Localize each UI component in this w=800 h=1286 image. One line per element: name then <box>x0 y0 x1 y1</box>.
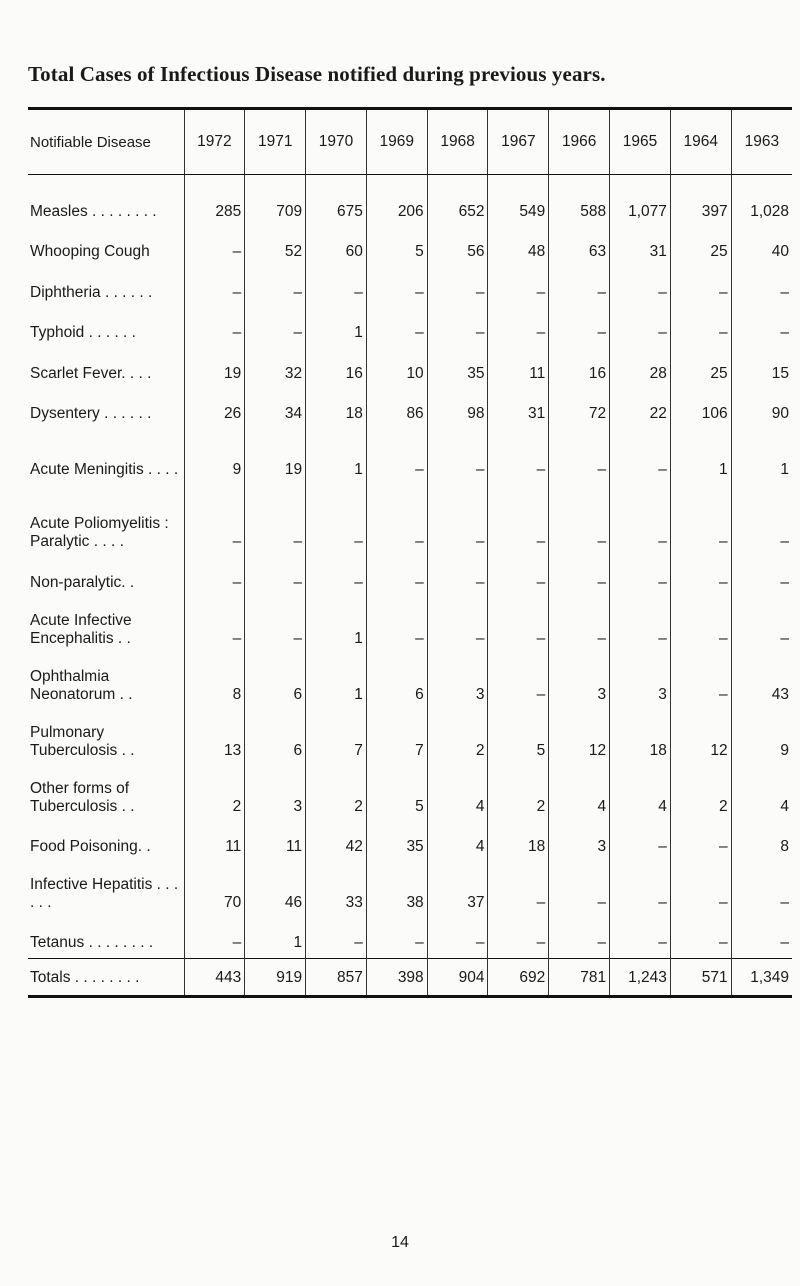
disease-name-cell: Acute Poliomyelitis : Paralytic . . . . <box>30 515 169 550</box>
case-count-cell: 48 <box>488 227 549 268</box>
total-count-cell: 1,349 <box>731 959 792 997</box>
table-row <box>28 918 792 959</box>
case-count-cell: – <box>245 557 306 598</box>
case-count-cell: – <box>427 598 488 654</box>
case-count-cell: – <box>670 918 731 959</box>
case-count-cell: 6 <box>245 654 306 710</box>
case-count-cell: – <box>306 485 367 557</box>
case-count-cell: 1 <box>670 429 731 485</box>
header-year: 1963 <box>731 109 792 175</box>
page-number: 14 <box>391 1234 409 1251</box>
case-count-cell: – <box>610 429 671 485</box>
case-count-cell: 31 <box>488 389 549 430</box>
table-header-row <box>28 109 792 175</box>
case-count-cell: – <box>549 267 610 308</box>
total-count-cell: 857 <box>306 959 367 997</box>
case-count-cell: 4 <box>427 766 488 822</box>
case-count-cell: – <box>549 485 610 557</box>
case-count-cell: – <box>670 598 731 654</box>
case-count-cell: – <box>488 654 549 710</box>
table-row <box>28 485 792 557</box>
case-count-cell: – <box>731 308 792 349</box>
total-count-cell: 781 <box>549 959 610 997</box>
case-count-cell: – <box>488 429 549 485</box>
case-count-cell: 11 <box>488 348 549 389</box>
case-count-cell: – <box>366 485 427 557</box>
case-count-cell: 35 <box>366 822 427 863</box>
case-count-cell: 285 <box>184 175 245 227</box>
total-count-cell: 1,243 <box>610 959 671 997</box>
case-count-cell: – <box>610 862 671 918</box>
header-year: 1972 <box>184 109 245 175</box>
case-count-cell: – <box>427 267 488 308</box>
disease-name-cell: Ophthalmia Neonatorum . . <box>30 667 133 703</box>
case-count-cell: – <box>610 485 671 557</box>
case-count-cell: 43 <box>731 654 792 710</box>
case-count-cell: – <box>245 308 306 349</box>
case-count-cell: – <box>488 918 549 959</box>
case-count-cell: – <box>488 598 549 654</box>
case-count-cell: – <box>670 654 731 710</box>
case-count-cell: – <box>670 822 731 863</box>
case-count-cell: 22 <box>610 389 671 430</box>
case-count-cell: 2 <box>427 710 488 766</box>
totals-label: Totals . . . . . . . . <box>28 959 184 997</box>
case-count-cell: – <box>427 308 488 349</box>
case-count-cell: 25 <box>670 348 731 389</box>
case-count-cell: 11 <box>245 822 306 863</box>
case-count-cell: – <box>731 862 792 918</box>
case-count-cell: 60 <box>306 227 367 268</box>
case-count-cell: – <box>184 227 245 268</box>
header-year: 1970 <box>306 109 367 175</box>
case-count-cell: – <box>184 557 245 598</box>
case-count-cell: – <box>245 598 306 654</box>
case-count-cell: – <box>245 485 306 557</box>
case-count-cell: 3 <box>610 654 671 710</box>
case-count-cell: 106 <box>670 389 731 430</box>
case-count-cell: – <box>549 862 610 918</box>
case-count-cell: – <box>366 918 427 959</box>
case-count-cell: 18 <box>488 822 549 863</box>
case-count-cell: 8 <box>731 822 792 863</box>
case-count-cell: 16 <box>549 348 610 389</box>
case-count-cell: 5 <box>488 710 549 766</box>
totals-row <box>28 959 792 997</box>
case-count-cell: 26 <box>184 389 245 430</box>
case-count-cell: – <box>488 862 549 918</box>
case-count-cell: 31 <box>610 227 671 268</box>
case-count-cell: 2 <box>184 766 245 822</box>
case-count-cell: – <box>488 485 549 557</box>
case-count-cell: 19 <box>245 429 306 485</box>
case-count-cell: – <box>427 557 488 598</box>
case-count-cell: 2 <box>306 766 367 822</box>
header-year: 1966 <box>549 109 610 175</box>
case-count-cell: 13 <box>184 710 245 766</box>
case-count-cell: 588 <box>549 175 610 227</box>
case-count-cell: 56 <box>427 227 488 268</box>
case-count-cell: – <box>610 822 671 863</box>
case-count-cell: 42 <box>306 822 367 863</box>
case-count-cell: 16 <box>306 348 367 389</box>
table-row <box>28 598 792 654</box>
disease-name-cell: Pulmonary Tuberculosis . . <box>30 723 135 759</box>
case-count-cell: 18 <box>306 389 367 430</box>
case-count-cell: 98 <box>427 389 488 430</box>
disease-name-cell: Scarlet Fever. . . . <box>30 364 152 382</box>
case-count-cell: – <box>610 598 671 654</box>
case-count-cell: 3 <box>549 822 610 863</box>
case-count-cell: – <box>549 308 610 349</box>
case-count-cell: 397 <box>670 175 731 227</box>
case-count-cell: – <box>488 557 549 598</box>
case-count-cell: 46 <box>245 862 306 918</box>
total-count-cell: 692 <box>488 959 549 997</box>
case-count-cell: – <box>427 429 488 485</box>
case-count-cell: 5 <box>366 766 427 822</box>
case-count-cell: 28 <box>610 348 671 389</box>
case-count-cell: 6 <box>245 710 306 766</box>
case-count-cell: – <box>184 485 245 557</box>
case-count-cell: – <box>427 918 488 959</box>
header-notifiable-disease: Notifiable Disease <box>28 109 184 175</box>
total-count-cell: 398 <box>366 959 427 997</box>
case-count-cell: 34 <box>245 389 306 430</box>
case-count-cell: – <box>549 598 610 654</box>
disease-name-cell: Measles . . . . . . . . <box>30 202 157 220</box>
case-count-cell: – <box>306 557 367 598</box>
case-count-cell: – <box>184 308 245 349</box>
case-count-cell: 4 <box>549 766 610 822</box>
case-count-cell: – <box>366 598 427 654</box>
case-count-cell: 19 <box>184 348 245 389</box>
page-title: Total Cases of Infectious Disease notified during previous years. <box>28 62 606 86</box>
case-count-cell: 1 <box>245 918 306 959</box>
table-row <box>28 175 792 227</box>
case-count-cell: 1 <box>306 429 367 485</box>
disease-name-cell: Infective Hepatitis . . . . . . <box>30 876 179 911</box>
table-row <box>28 862 792 918</box>
total-count-cell: 919 <box>245 959 306 997</box>
disease-name-cell: Tetanus . . . . . . . . <box>30 934 154 951</box>
case-count-cell: 33 <box>306 862 367 918</box>
case-count-cell: – <box>366 308 427 349</box>
case-count-cell: – <box>670 485 731 557</box>
case-count-cell: 15 <box>731 348 792 389</box>
case-count-cell: 32 <box>245 348 306 389</box>
case-count-cell: 12 <box>670 710 731 766</box>
case-count-cell: – <box>427 485 488 557</box>
table-row <box>28 348 792 389</box>
case-count-cell: 2 <box>670 766 731 822</box>
table-row <box>28 822 792 863</box>
case-count-cell: – <box>731 918 792 959</box>
case-count-cell: 12 <box>549 710 610 766</box>
case-count-cell: 8 <box>184 654 245 710</box>
disease-table-container <box>28 107 792 998</box>
case-count-cell: – <box>366 429 427 485</box>
header-year: 1968 <box>427 109 488 175</box>
header-year: 1969 <box>366 109 427 175</box>
case-count-cell: 1 <box>306 654 367 710</box>
case-count-cell: 5 <box>366 227 427 268</box>
case-count-cell: – <box>184 267 245 308</box>
total-count-cell: 904 <box>427 959 488 997</box>
case-count-cell: – <box>549 557 610 598</box>
case-count-cell: – <box>488 267 549 308</box>
table-row <box>28 267 792 308</box>
case-count-cell: – <box>731 598 792 654</box>
case-count-cell: 1,077 <box>610 175 671 227</box>
case-count-cell: 38 <box>366 862 427 918</box>
disease-name-cell: Typhoid . . . . . . <box>30 324 136 341</box>
case-count-cell: 3 <box>427 654 488 710</box>
case-count-cell: 70 <box>184 862 245 918</box>
case-count-cell: 3 <box>549 654 610 710</box>
case-count-cell: 7 <box>306 710 367 766</box>
disease-name-cell: Acute Infective Encephalitis . . <box>30 611 132 647</box>
header-year: 1965 <box>610 109 671 175</box>
case-count-cell: – <box>670 308 731 349</box>
case-count-cell: – <box>306 267 367 308</box>
case-count-cell: 1 <box>306 308 367 349</box>
case-count-cell: 86 <box>366 389 427 430</box>
case-count-cell: – <box>670 557 731 598</box>
disease-name-cell: Food Poisoning. . <box>30 838 151 855</box>
table-body <box>28 175 792 997</box>
case-count-cell: 18 <box>610 710 671 766</box>
table-row <box>28 227 792 268</box>
case-count-cell: – <box>610 308 671 349</box>
case-count-cell: 709 <box>245 175 306 227</box>
table-row <box>28 557 792 598</box>
table-row <box>28 710 792 766</box>
disease-name-cell: Dysentery . . . . . . <box>30 405 152 422</box>
case-count-cell: – <box>731 485 792 557</box>
case-count-cell: 1 <box>731 429 792 485</box>
disease-name-cell: Non-paralytic. . <box>30 573 135 591</box>
case-count-cell: 63 <box>549 227 610 268</box>
case-count-cell: 3 <box>245 766 306 822</box>
total-count-cell: 571 <box>670 959 731 997</box>
table-row <box>28 389 792 430</box>
table-row <box>28 308 792 349</box>
case-count-cell: – <box>670 862 731 918</box>
case-count-cell: 37 <box>427 862 488 918</box>
case-count-cell: – <box>366 557 427 598</box>
case-count-cell: 72 <box>549 389 610 430</box>
case-count-cell: 10 <box>366 348 427 389</box>
disease-name-cell: Acute Meningitis . . . . <box>30 461 179 478</box>
table-row <box>28 429 792 485</box>
table-row <box>28 654 792 710</box>
case-count-cell: 1,028 <box>731 175 792 227</box>
case-count-cell: – <box>610 557 671 598</box>
case-count-cell: – <box>731 557 792 598</box>
case-count-cell: – <box>184 598 245 654</box>
disease-name-cell: Other forms of Tuberculosis . . <box>30 779 135 815</box>
case-count-cell: 9 <box>731 710 792 766</box>
case-count-cell: 52 <box>245 227 306 268</box>
case-count-cell: 652 <box>427 175 488 227</box>
case-count-cell: 4 <box>731 766 792 822</box>
case-count-cell: 549 <box>488 175 549 227</box>
infectious-disease-table <box>28 107 792 998</box>
header-year: 1967 <box>488 109 549 175</box>
case-count-cell: – <box>610 918 671 959</box>
case-count-cell: – <box>549 429 610 485</box>
case-count-cell: 2 <box>488 766 549 822</box>
case-count-cell: – <box>610 267 671 308</box>
header-year: 1971 <box>245 109 306 175</box>
case-count-cell: 9 <box>184 429 245 485</box>
case-count-cell: – <box>245 267 306 308</box>
case-count-cell: 675 <box>306 175 367 227</box>
case-count-cell: 11 <box>184 822 245 863</box>
disease-name-cell: Diphtheria . . . . . . <box>30 283 153 301</box>
case-count-cell: – <box>366 267 427 308</box>
case-count-cell: 6 <box>366 654 427 710</box>
case-count-cell: 90 <box>731 389 792 430</box>
total-count-cell: 443 <box>184 959 245 997</box>
case-count-cell: 40 <box>731 227 792 268</box>
case-count-cell: 206 <box>366 175 427 227</box>
case-count-cell: 7 <box>366 710 427 766</box>
case-count-cell: 1 <box>306 598 367 654</box>
case-count-cell: 4 <box>610 766 671 822</box>
case-count-cell: 25 <box>670 227 731 268</box>
case-count-cell: 4 <box>427 822 488 863</box>
case-count-cell: – <box>184 918 245 959</box>
case-count-cell: – <box>670 267 731 308</box>
table-row <box>28 766 792 822</box>
case-count-cell: – <box>731 267 792 308</box>
case-count-cell: – <box>549 918 610 959</box>
case-count-cell: – <box>488 308 549 349</box>
disease-name-cell: Whooping Cough <box>30 243 150 260</box>
case-count-cell: – <box>306 918 367 959</box>
case-count-cell: 35 <box>427 348 488 389</box>
header-year: 1964 <box>670 109 731 175</box>
